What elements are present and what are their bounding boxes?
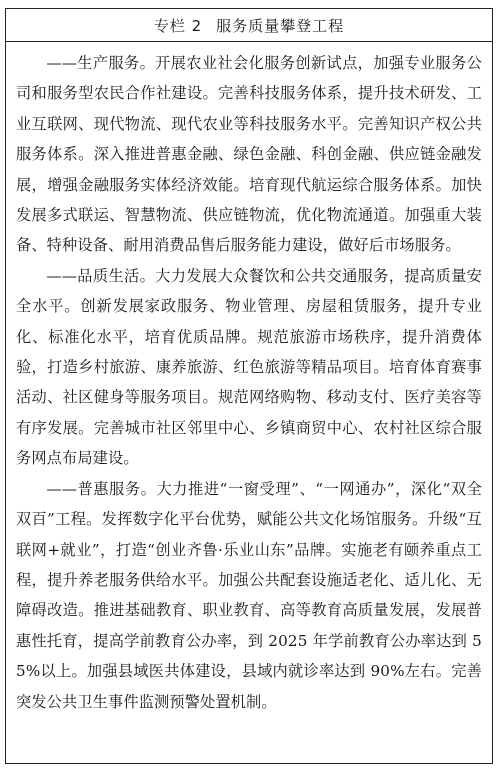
- column-title: [6, 9, 492, 42]
- paragraph-inclusive-services: ——普惠服务。大力推进“一窗受理”、“一网通办”，深化“双全双百”工程。发挥数字化平台优势，赋能公共文化场馆服务。升级“互联网+就业”，打造“创业齐鲁·乐业山东”品牌。实施老有颐养重点工程，提升养老服务供给水平。加强公共配套设施适老化、适儿化、无障碍改造。推进基础教育、职业教育、高等教育高质量发展，发展普惠性托育，提高学前教育公办率，到 2025 年学前教育公办率达到 55%以上。加强县域医共体建设，县域内就诊率达到 90%左右。完善突发公共卫生事件监测预警处置机制。: [16, 479, 482, 711]
- column-heading: 服务质量攀登工程: [216, 16, 345, 35]
- column-box: [5, 8, 493, 764]
- column-number: 专栏 2: [153, 16, 203, 35]
- paragraph-quality-life: ——品质生活。大力发展大众餐饮和公共交通服务，提高质量安全水平。创新发展家政服务、物业管理、房屋租赁服务，提升专业化、标准化水平，培育优质品牌。规范旅游市场秩序，提升消费体验，打造乡村旅游、康养旅游、红色旅游等精品项目。培育体育赛事活动、社区健身等服务项目。规范网络购物、移动支付、医疗美容等有序发展。完善城市社区邻里中心、乡镇商贸中心、农村社区综合服务网点布局建设。: [16, 266, 482, 468]
- column-body: [6, 42, 492, 717]
- paragraph-production-services: ——生产服务。开展农业社会化服务创新试点，加强专业服务公司和服务型农民合作社建设。完善科技服务体系，提升技术研发、工业互联网、现代物流、现代农业等科技服务水平。完善知识产权公共服务体系。深入推进普惠金融、绿色金融、科创金融、供应链金融发展，增强金融服务实体经济效能。培育现代航运综合服务体系。加快发展多式联运、智慧物流、供应链物流，优化物流通道。加强重大装备、特种设备、耐用消费品售后服务能力建设，做好后市场服务。: [16, 54, 482, 255]
